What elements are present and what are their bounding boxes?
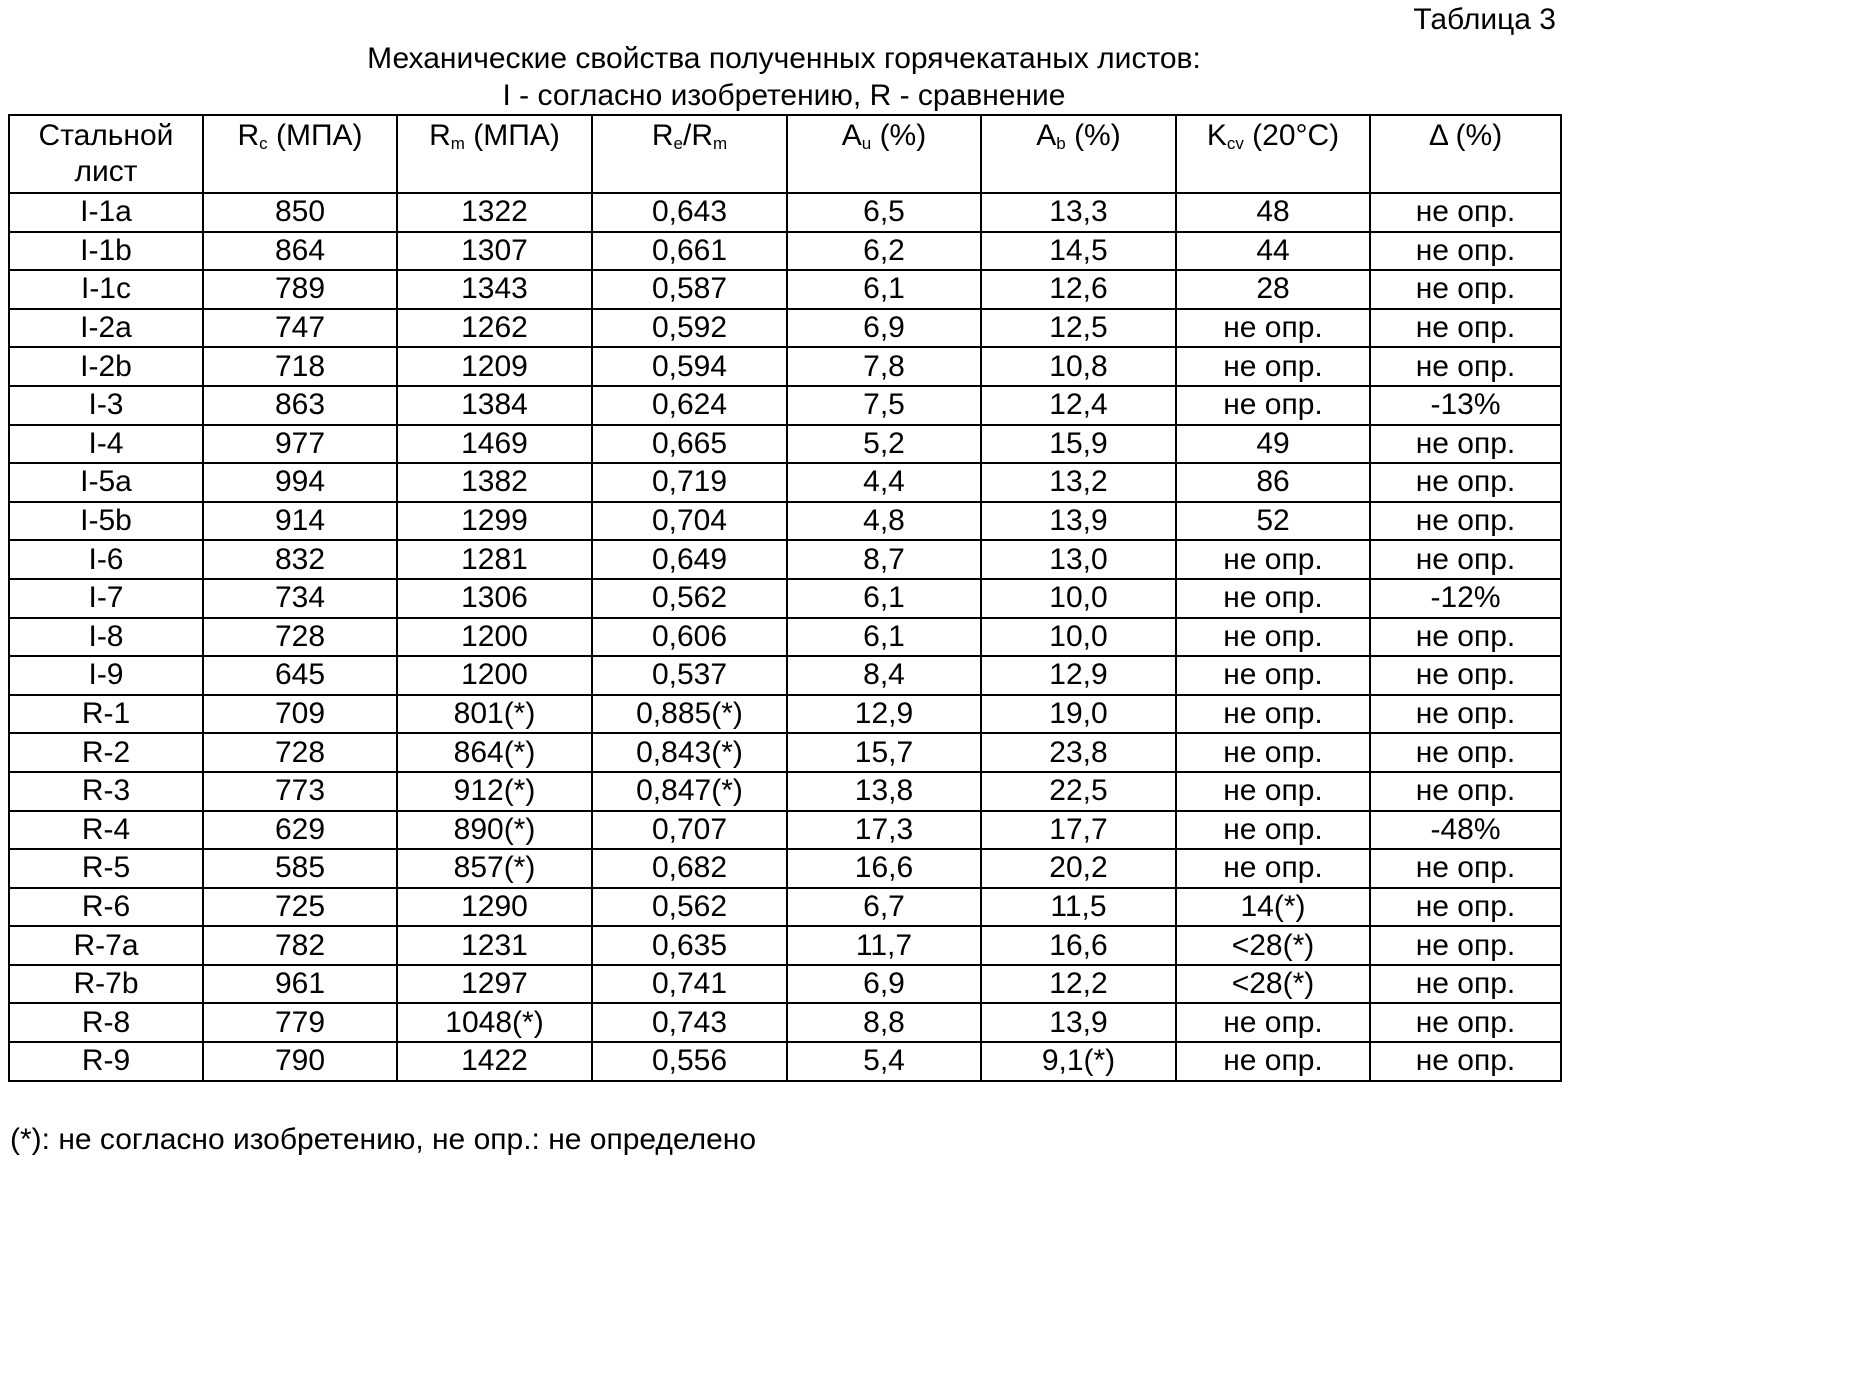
cell-au: 6,1: [787, 270, 981, 309]
cell-au: 6,7: [787, 888, 981, 927]
cell-rm: 912(*): [397, 772, 592, 811]
cell-ab: 15,9: [981, 425, 1176, 464]
cell-rc: 718: [203, 347, 397, 386]
cell-re-rm-ratio: 0,643: [592, 193, 787, 232]
table-row: [9, 618, 1561, 657]
cell-au: 16,6: [787, 849, 981, 888]
table-row: [9, 309, 1561, 348]
cell-rc: 779: [203, 1003, 397, 1042]
cell-steel-sheet: R-8: [9, 1003, 203, 1042]
table-row: [9, 270, 1561, 309]
cell-re-rm-ratio: 0,885(*): [592, 695, 787, 734]
header-au: Au (%): [787, 115, 981, 193]
cell-rc: 629: [203, 811, 397, 850]
cell-rc: 832: [203, 540, 397, 579]
cell-delta: не опр.: [1370, 425, 1561, 464]
cell-rm: 1200: [397, 656, 592, 695]
header-ab: Ab (%): [981, 115, 1176, 193]
cell-delta: -12%: [1370, 579, 1561, 618]
cell-au: 8,8: [787, 1003, 981, 1042]
cell-re-rm-ratio: 0,592: [592, 309, 787, 348]
cell-re-rm-ratio: 0,661: [592, 232, 787, 271]
cell-delta: не опр.: [1370, 502, 1561, 541]
header-rc: Rc (МПА): [203, 115, 397, 193]
cell-steel-sheet: I-7: [9, 579, 203, 618]
cell-re-rm-ratio: 0,743: [592, 1003, 787, 1042]
cell-au: 8,4: [787, 656, 981, 695]
cell-ab: 12,4: [981, 386, 1176, 425]
cell-delta: не опр.: [1370, 309, 1561, 348]
cell-au: 8,7: [787, 540, 981, 579]
cell-re-rm-ratio: 0,624: [592, 386, 787, 425]
cell-re-rm-ratio: 0,562: [592, 888, 787, 927]
cell-steel-sheet: I-8: [9, 618, 203, 657]
cell-rm: 1384: [397, 386, 592, 425]
cell-steel-sheet: I-1a: [9, 193, 203, 232]
cell-rc: 914: [203, 502, 397, 541]
cell-kcv: 44: [1176, 232, 1370, 271]
cell-kcv: не опр.: [1176, 1003, 1370, 1042]
cell-rc: 961: [203, 965, 397, 1004]
cell-rm: 1200: [397, 618, 592, 657]
cell-re-rm-ratio: 0,556: [592, 1042, 787, 1081]
cell-au: 5,2: [787, 425, 981, 464]
cell-ab: 13,2: [981, 463, 1176, 502]
cell-re-rm-ratio: 0,707: [592, 811, 787, 850]
cell-re-rm-ratio: 0,635: [592, 926, 787, 965]
table-row: [9, 386, 1561, 425]
cell-re-rm-ratio: 0,562: [592, 579, 787, 618]
cell-rm: 1306: [397, 579, 592, 618]
cell-kcv: 28: [1176, 270, 1370, 309]
cell-kcv: не опр.: [1176, 618, 1370, 657]
cell-au: 17,3: [787, 811, 981, 850]
cell-steel-sheet: R-3: [9, 772, 203, 811]
cell-steel-sheet: R-7b: [9, 965, 203, 1004]
cell-ab: 14,5: [981, 232, 1176, 271]
cell-re-rm-ratio: 0,587: [592, 270, 787, 309]
cell-au: 7,5: [787, 386, 981, 425]
cell-rm: 890(*): [397, 811, 592, 850]
cell-ab: 22,5: [981, 772, 1176, 811]
header-row: [9, 115, 1561, 193]
cell-ab: 20,2: [981, 849, 1176, 888]
table-row: [9, 733, 1561, 772]
cell-kcv: 86: [1176, 463, 1370, 502]
cell-kcv: 52: [1176, 502, 1370, 541]
cell-kcv: не опр.: [1176, 811, 1370, 850]
cell-au: 6,2: [787, 232, 981, 271]
cell-delta: не опр.: [1370, 965, 1561, 1004]
cell-delta: не опр.: [1370, 888, 1561, 927]
cell-delta: не опр.: [1370, 540, 1561, 579]
cell-rm: 1262: [397, 309, 592, 348]
cell-re-rm-ratio: 0,704: [592, 502, 787, 541]
cell-au: 6,9: [787, 965, 981, 1004]
cell-delta: не опр.: [1370, 232, 1561, 271]
table-row: [9, 232, 1561, 271]
header-delta: Δ (%): [1370, 115, 1561, 193]
cell-ab: 16,6: [981, 926, 1176, 965]
cell-delta: не опр.: [1370, 347, 1561, 386]
table-row: [9, 463, 1561, 502]
cell-re-rm-ratio: 0,719: [592, 463, 787, 502]
header-steel-sheet: [9, 115, 203, 193]
cell-rc: 782: [203, 926, 397, 965]
table-row: [9, 811, 1561, 850]
cell-ab: 13,0: [981, 540, 1176, 579]
cell-steel-sheet: R-7a: [9, 926, 203, 965]
cell-ab: 23,8: [981, 733, 1176, 772]
cell-ab: 19,0: [981, 695, 1176, 734]
cell-delta: не опр.: [1370, 695, 1561, 734]
cell-au: 6,1: [787, 579, 981, 618]
cell-kcv: 49: [1176, 425, 1370, 464]
cell-re-rm-ratio: 0,682: [592, 849, 787, 888]
table-row: [9, 656, 1561, 695]
cell-steel-sheet: I-1b: [9, 232, 203, 271]
cell-ab: 13,9: [981, 1003, 1176, 1042]
cell-kcv: <28(*): [1176, 965, 1370, 1004]
properties-table: [8, 114, 1562, 1082]
cell-steel-sheet: I-2b: [9, 347, 203, 386]
cell-ab: 11,5: [981, 888, 1176, 927]
cell-steel-sheet: I-2a: [9, 309, 203, 348]
cell-rc: 728: [203, 733, 397, 772]
cell-kcv: не опр.: [1176, 695, 1370, 734]
cell-rc: 863: [203, 386, 397, 425]
cell-ab: 17,7: [981, 811, 1176, 850]
table-row: [9, 540, 1561, 579]
cell-au: 12,9: [787, 695, 981, 734]
cell-steel-sheet: I-6: [9, 540, 203, 579]
cell-rm: 1299: [397, 502, 592, 541]
cell-au: 4,4: [787, 463, 981, 502]
header-steel-sheet-line2: лист: [74, 155, 137, 188]
cell-steel-sheet: I-3: [9, 386, 203, 425]
table-row: [9, 772, 1561, 811]
header-steel-sheet-line1: Стальной: [39, 119, 174, 152]
cell-au: 11,7: [787, 926, 981, 965]
table-row: [9, 425, 1561, 464]
table-body: [9, 193, 1561, 1081]
cell-rc: 773: [203, 772, 397, 811]
cell-delta: не опр.: [1370, 1042, 1561, 1081]
cell-kcv: не опр.: [1176, 579, 1370, 618]
cell-steel-sheet: I-5a: [9, 463, 203, 502]
cell-au: 7,8: [787, 347, 981, 386]
table-row: [9, 695, 1561, 734]
cell-rc: 747: [203, 309, 397, 348]
table-row: [9, 1003, 1561, 1042]
cell-au: 6,1: [787, 618, 981, 657]
cell-ab: 9,1(*): [981, 1042, 1176, 1081]
cell-delta: не опр.: [1370, 270, 1561, 309]
cell-kcv: не опр.: [1176, 656, 1370, 695]
cell-steel-sheet: R-4: [9, 811, 203, 850]
cell-steel-sheet: I-1c: [9, 270, 203, 309]
cell-rm: 864(*): [397, 733, 592, 772]
cell-rm: 801(*): [397, 695, 592, 734]
cell-delta: не опр.: [1370, 926, 1561, 965]
table-row: [9, 193, 1561, 232]
cell-rm: 1469: [397, 425, 592, 464]
table-title: [0, 40, 1568, 114]
cell-re-rm-ratio: 0,537: [592, 656, 787, 695]
cell-re-rm-ratio: 0,741: [592, 965, 787, 1004]
cell-au: 6,9: [787, 309, 981, 348]
header-re-rm-ratio: Re/Rm: [592, 115, 787, 193]
cell-rc: 645: [203, 656, 397, 695]
cell-rc: 790: [203, 1042, 397, 1081]
cell-rc: 789: [203, 270, 397, 309]
cell-re-rm-ratio: 0,606: [592, 618, 787, 657]
cell-au: 6,5: [787, 193, 981, 232]
cell-au: 4,8: [787, 502, 981, 541]
cell-kcv: не опр.: [1176, 733, 1370, 772]
cell-rm: 1307: [397, 232, 592, 271]
title-line-2: I - согласно изобретению, R - сравнение: [0, 77, 1568, 114]
cell-rm: 1048(*): [397, 1003, 592, 1042]
cell-rm: 1322: [397, 193, 592, 232]
cell-rc: 585: [203, 849, 397, 888]
cell-delta: не опр.: [1370, 772, 1561, 811]
cell-ab: 12,5: [981, 309, 1176, 348]
cell-au: 13,8: [787, 772, 981, 811]
cell-steel-sheet: R-9: [9, 1042, 203, 1081]
cell-rm: 1209: [397, 347, 592, 386]
cell-ab: 10,0: [981, 579, 1176, 618]
cell-rc: 977: [203, 425, 397, 464]
cell-kcv: не опр.: [1176, 347, 1370, 386]
cell-delta: не опр.: [1370, 849, 1561, 888]
cell-steel-sheet: R-6: [9, 888, 203, 927]
cell-rm: 1422: [397, 1042, 592, 1081]
cell-ab: 12,6: [981, 270, 1176, 309]
cell-kcv: не опр.: [1176, 309, 1370, 348]
cell-kcv: <28(*): [1176, 926, 1370, 965]
cell-steel-sheet: R-5: [9, 849, 203, 888]
cell-rc: 709: [203, 695, 397, 734]
cell-ab: 12,9: [981, 656, 1176, 695]
cell-rm: 1382: [397, 463, 592, 502]
header-rm: Rm (МПА): [397, 115, 592, 193]
cell-delta: не опр.: [1370, 463, 1561, 502]
cell-delta: -13%: [1370, 386, 1561, 425]
cell-re-rm-ratio: 0,843(*): [592, 733, 787, 772]
cell-kcv: 48: [1176, 193, 1370, 232]
table-label: Таблица 3: [1413, 2, 1556, 38]
table-row: [9, 965, 1561, 1004]
cell-rm: 1343: [397, 270, 592, 309]
cell-steel-sheet: R-2: [9, 733, 203, 772]
table-row: [9, 926, 1561, 965]
cell-steel-sheet: I-5b: [9, 502, 203, 541]
cell-rm: 1290: [397, 888, 592, 927]
cell-rc: 728: [203, 618, 397, 657]
cell-delta: не опр.: [1370, 656, 1561, 695]
cell-kcv: не опр.: [1176, 849, 1370, 888]
title-line-1: Механические свойства полученных горячекатаных листов:: [0, 40, 1568, 77]
cell-re-rm-ratio: 0,649: [592, 540, 787, 579]
cell-rc: 734: [203, 579, 397, 618]
cell-rm: 1281: [397, 540, 592, 579]
cell-delta: не опр.: [1370, 618, 1561, 657]
cell-delta: -48%: [1370, 811, 1561, 850]
cell-rc: 725: [203, 888, 397, 927]
cell-rm: 1297: [397, 965, 592, 1004]
cell-delta: не опр.: [1370, 1003, 1561, 1042]
cell-au: 15,7: [787, 733, 981, 772]
cell-ab: 13,3: [981, 193, 1176, 232]
cell-ab: 13,9: [981, 502, 1176, 541]
cell-rm: 857(*): [397, 849, 592, 888]
cell-rm: 1231: [397, 926, 592, 965]
cell-rc: 864: [203, 232, 397, 271]
cell-ab: 10,0: [981, 618, 1176, 657]
header-kcv: Kcv (20°C): [1176, 115, 1370, 193]
cell-re-rm-ratio: 0,594: [592, 347, 787, 386]
cell-steel-sheet: R-1: [9, 695, 203, 734]
cell-delta: не опр.: [1370, 733, 1561, 772]
cell-ab: 12,2: [981, 965, 1176, 1004]
cell-rc: 994: [203, 463, 397, 502]
footnote: (*): не согласно изобретению, не опр.: не определено: [10, 1122, 756, 1158]
table-row: [9, 347, 1561, 386]
cell-ab: 10,8: [981, 347, 1176, 386]
table-row: [9, 502, 1561, 541]
cell-rc: 850: [203, 193, 397, 232]
cell-kcv: не опр.: [1176, 386, 1370, 425]
cell-re-rm-ratio: 0,665: [592, 425, 787, 464]
cell-delta: не опр.: [1370, 193, 1561, 232]
cell-steel-sheet: I-4: [9, 425, 203, 464]
cell-kcv: не опр.: [1176, 772, 1370, 811]
cell-steel-sheet: I-9: [9, 656, 203, 695]
cell-re-rm-ratio: 0,847(*): [592, 772, 787, 811]
cell-kcv: не опр.: [1176, 1042, 1370, 1081]
table-row: [9, 888, 1561, 927]
table-row: [9, 849, 1561, 888]
table-row: [9, 579, 1561, 618]
cell-kcv: 14(*): [1176, 888, 1370, 927]
cell-au: 5,4: [787, 1042, 981, 1081]
cell-kcv: не опр.: [1176, 540, 1370, 579]
table-row: [9, 1042, 1561, 1081]
